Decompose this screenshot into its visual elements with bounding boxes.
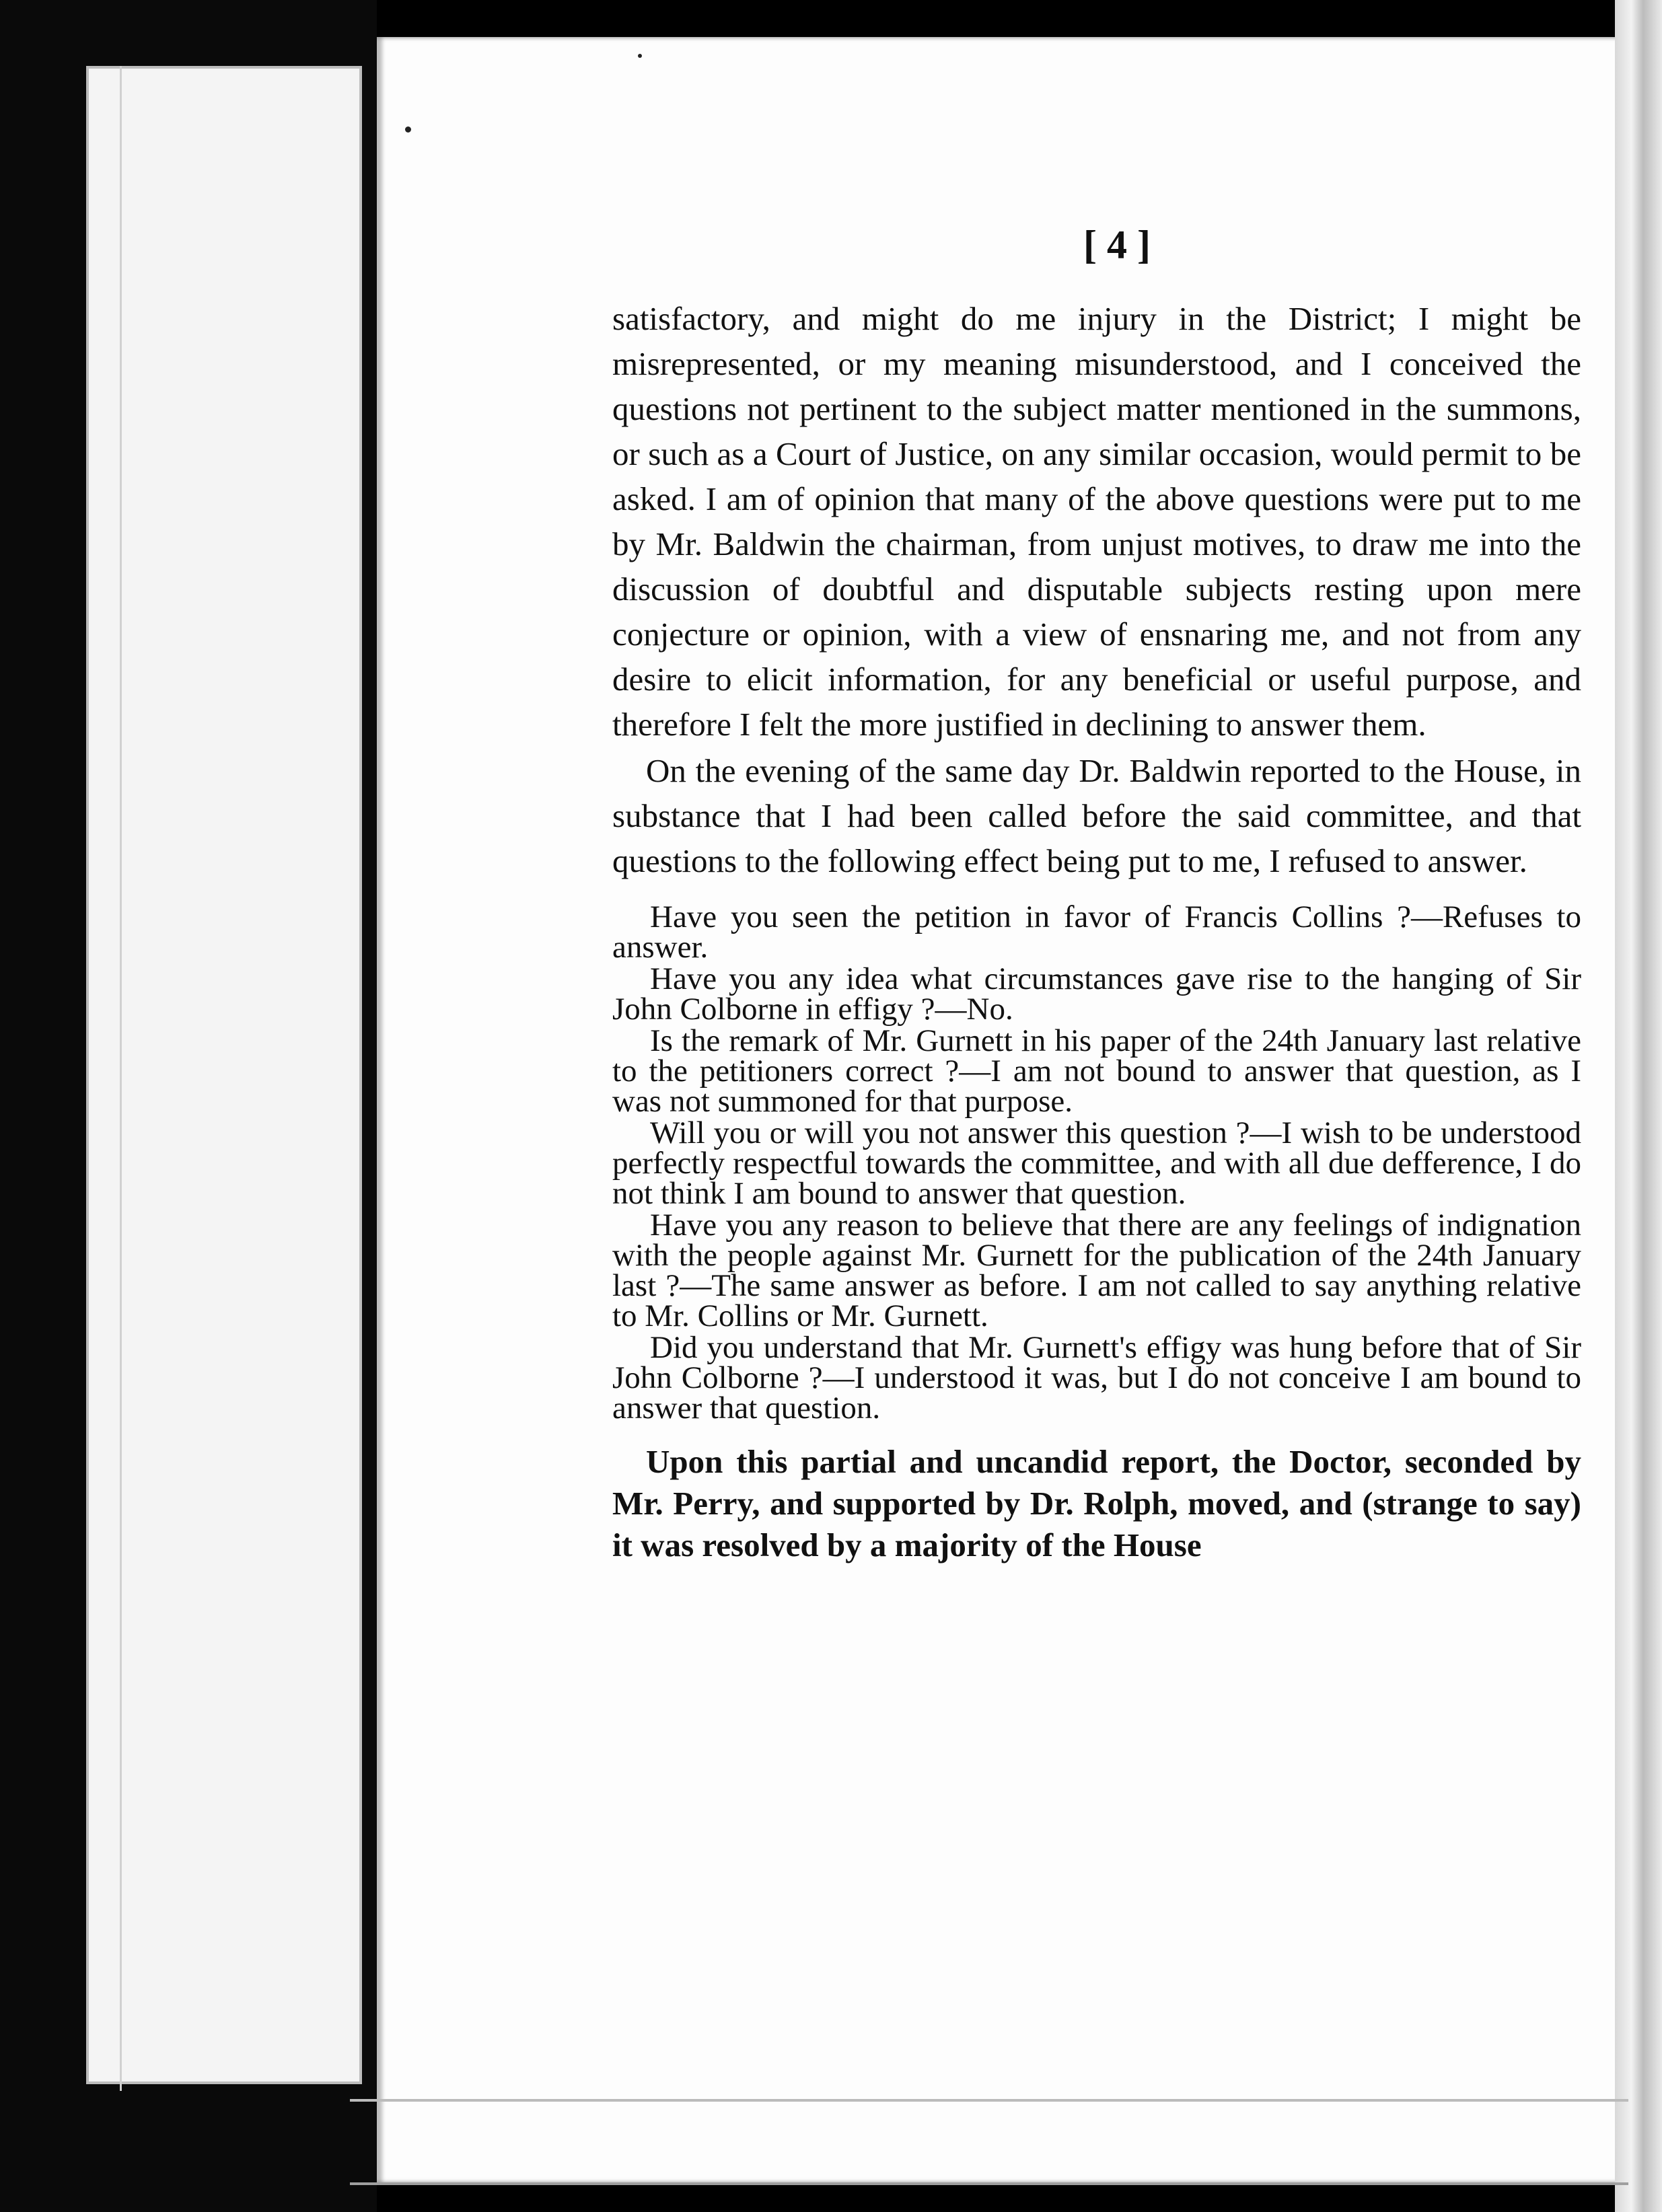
page-bottom-edge [350,2099,1628,2185]
page-right-edge [1615,0,1662,2212]
ink-speck [638,54,642,58]
question-answer-list [612,899,1581,1426]
question-answer: Is the remark of Mr. Gurnett in his paper of the 24th January last relative to the petitioners correct ?—I am not bound to answer that question, as I was not summoned for that purpose. [612,1023,1581,1119]
question-answer: Have you seen the petition in favor of Francis Collins ?—Refuses to answer. [612,899,1581,965]
paragraph-resolution: Upon this partial and uncandid report, the Doctor, seconded by Mr. Perry, and supported by Dr. Rolph, moved, and (strange to say) it was resolved by a majority of the House [612,1443,1581,1563]
question-answer: Will you or will you not answer this question ?—I wish to be understood perfectly respectful towards the committee, and with all due defference, I do not think I am bound to answer that question. [612,1115,1581,1211]
ink-speck [405,126,411,133]
left-flyleaf-edge [120,66,364,2091]
page-number: [ 4 ] [1083,223,1151,267]
question-answer: Did you understand that Mr. Gurnett's effigy was hung before that of Sir John Colborne ?—I understood it was, but I do not conceive I am bound to answer that question. [612,1330,1581,1426]
paragraph-continuation: satisfactory, and might do me injury in the District; I might be misrepresented, or my meaning misunderstood, and I conceived the questions not pertinent to the subject matter mentioned in the summons, or such as a Court of Justice, on any similar occasion, would permit to be asked. I am of opinion that many of the above questions were put to me by Mr. Baldwin the chairman, from unjust motives, to draw me into the discussion of doubtful and disputable subjects resting upon mere conjecture or opinion, with a view of ensnaring me, and not from any desire to elicit information, for any beneficial or useful purpose, and therefore I felt the more justified in declining to answer them. [612,300,1581,743]
body-text [612,296,1581,1566]
question-answer: Have you any reason to believe that there are any feelings of indignation with the people against Mr. Gurnett for the publication of the 24th January last ?—The same answer as before. I am not called to say anything relative to Mr. Collins or Mr. Gurnett. [612,1208,1581,1333]
question-answer: Have you any idea what circumstances gave rise to the hanging of Sir John Colborne in effigy ?—No. [612,961,1581,1027]
paragraph-report: On the evening of the same day Dr. Baldwin reported to the House, in substance that I had been called before the said committee, and that questions to the following effect being put to me, I refused to answer. [612,752,1581,879]
